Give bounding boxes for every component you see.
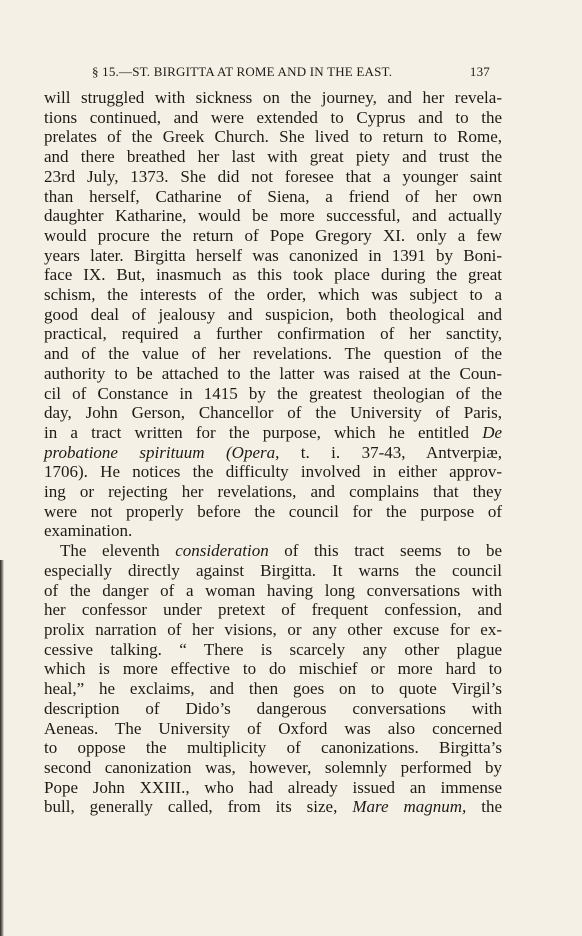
text-line <box>44 443 502 463</box>
text-line: description of Dido’s dangerous conversations with <box>44 698 502 718</box>
italic-title: De <box>482 422 503 442</box>
text-line: daughter Katharine, would be more successful, and actually <box>44 206 502 226</box>
italic-title: probatione spirituum <box>44 442 205 462</box>
text-line: second canonization was, however, solemnly performed by <box>44 757 502 777</box>
text-line: which is more effective to do mischief or more hard to <box>44 659 502 679</box>
text-line: to oppose the multiplicity of canonizations. Birgitta’s <box>44 738 502 758</box>
text-segment: bull, generally called, from its size, <box>44 797 338 817</box>
text-line: will struggled with sickness on the journey, and her revela- <box>44 88 502 107</box>
text-line: years later. Birgitta herself was canonized in 1391 by Boni- <box>44 245 502 265</box>
running-title: § 15.—ST. BIRGITTA AT ROME AND IN THE EAST. <box>92 64 393 79</box>
italic-title: (Opera, <box>226 442 280 462</box>
text-line: authority to be attached to the latter was raised at the Coun- <box>44 363 502 383</box>
text-line <box>44 541 502 561</box>
text-line: cil of Constance in 1415 by the greatest theologian of the <box>44 383 502 403</box>
text-line: of the danger of a woman having long conversations with <box>44 580 502 600</box>
running-header <box>92 64 490 80</box>
text-line: face IX. But, inasmuch as this took place during the great <box>44 265 502 285</box>
text-line: especially directly against Birgitta. It warns the council <box>44 560 502 580</box>
text-line: Aeneas. The University of Oxford was also concerned <box>44 718 502 738</box>
text-line: her confessor under pretext of frequent confession, and <box>44 600 502 620</box>
text-segment: of this tract seems to be <box>284 541 502 561</box>
page-number: 137 <box>469 64 490 79</box>
text-line <box>44 797 502 817</box>
text-line <box>44 423 502 443</box>
text-line: practical, required a further confirmation of her sanctity, <box>44 324 502 344</box>
text-segment: The eleventh <box>60 541 160 561</box>
text-line: good deal of jealousy and suspicion, both theological and <box>44 304 502 324</box>
text-line: tions continued, and were extended to Cyprus and to the <box>44 107 502 127</box>
text-line: prolix narration of her visions, or any other excuse for ex- <box>44 619 502 639</box>
text-line: prelates of the Greek Church. She lived to return to Rome, <box>44 127 502 147</box>
text-line: heal,” he exclaims, and then goes on to quote Virgil’s <box>44 679 502 699</box>
text-line: examination. <box>44 521 133 541</box>
text-line: were not properly before the council for the purpose of <box>44 501 502 521</box>
text-line: cessive talking. “ There is scarcely any other plague <box>44 639 502 659</box>
text-line: and there breathed her last with great piety and trust the <box>44 147 502 167</box>
italic-title: Mare magnum, <box>352 797 467 817</box>
text-line: day, John Gerson, Chancellor of the University of Paris, <box>44 403 502 423</box>
text-line: Pope John XXIII., who had already issued an immense <box>44 777 502 797</box>
text-segment: t. i. 37-43, Antverpiæ, <box>300 442 502 462</box>
text-line: ing or rejecting her revelations, and complains that they <box>44 482 502 502</box>
italic-term: consideration <box>175 541 269 561</box>
text-line: 23rd July, 1373. She did not foresee that a younger saint <box>44 166 502 186</box>
text-line: and of the value of her revelations. The question of the <box>44 344 502 364</box>
text-segment: the <box>481 797 503 817</box>
text-line: than herself, Catharine of Siena, a friend of her own <box>44 186 502 206</box>
text-line: 1706). He notices the difficulty involved in either approv- <box>44 462 502 482</box>
page-binding-shadow <box>0 560 4 936</box>
body-text <box>44 88 502 817</box>
text-line: would procure the return of Pope Gregory XI. only a few <box>44 225 502 245</box>
text-segment: in a tract written for the purpose, which he entitled <box>44 422 469 442</box>
text-line: schism, the interests of the order, which was subject to a <box>44 285 502 305</box>
